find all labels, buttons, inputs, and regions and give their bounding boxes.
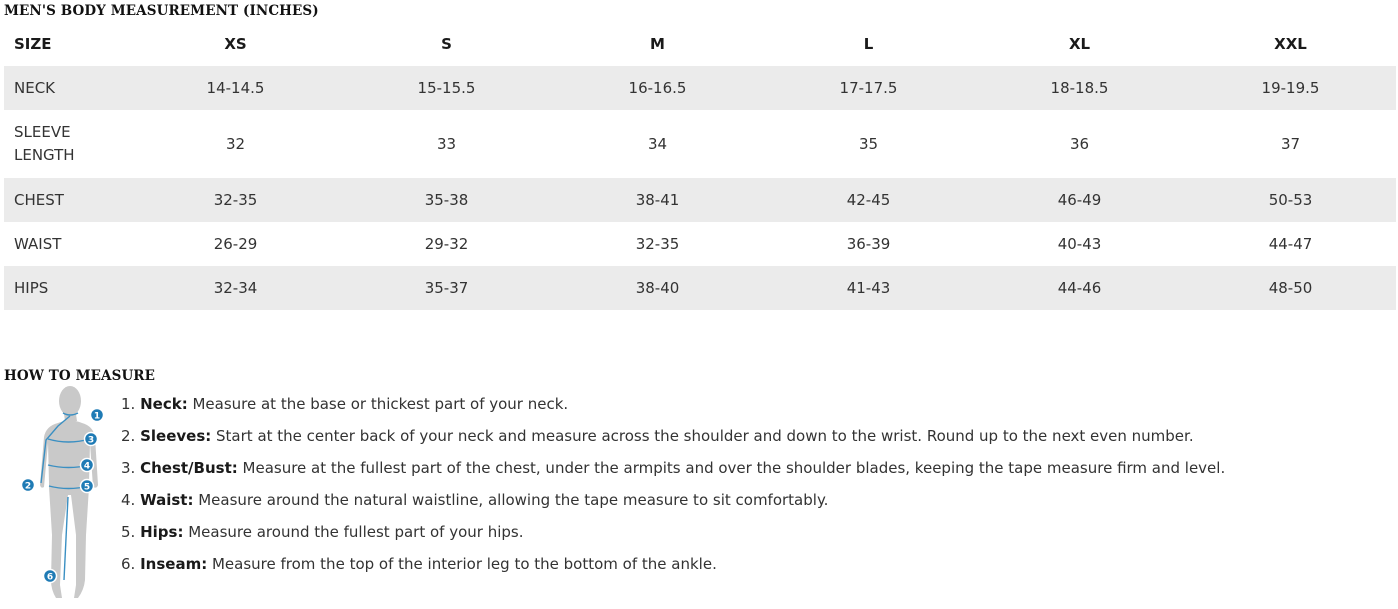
table-cell: 15-15.5 bbox=[417, 79, 476, 97]
table-cell: 38-40 bbox=[635, 279, 680, 297]
svg-text:2: 2 bbox=[24, 481, 32, 492]
step-term: Chest/Bust: bbox=[140, 459, 238, 477]
marker-5-icon bbox=[81, 480, 94, 493]
marker-2-icon bbox=[22, 479, 35, 492]
table-cell: 35-38 bbox=[424, 191, 469, 209]
step-hips bbox=[121, 520, 1225, 552]
row-label: WAIST bbox=[14, 235, 62, 253]
table-cell: 17-17.5 bbox=[839, 79, 898, 97]
body-figure-illustration bbox=[18, 385, 108, 607]
table-cell: 35 bbox=[858, 135, 879, 153]
header-cell-size: SIZE bbox=[14, 35, 52, 53]
svg-text:3: 3 bbox=[87, 435, 95, 446]
table-cell: 33 bbox=[436, 135, 457, 153]
how-to-measure-title: HOW TO MEASURE bbox=[4, 368, 156, 384]
step-term: Waist: bbox=[140, 491, 194, 509]
table-cell: 32-35 bbox=[213, 191, 258, 209]
row-label: HIPS bbox=[14, 279, 49, 297]
step-number: 4. bbox=[121, 491, 141, 509]
header-cell-m: M bbox=[650, 35, 665, 53]
table-cell: 18-18.5 bbox=[1050, 79, 1109, 97]
marker-6-icon bbox=[44, 570, 57, 583]
table-cell: 36-39 bbox=[846, 235, 891, 253]
table-cell: 41-43 bbox=[846, 279, 891, 297]
table-row-neck bbox=[4, 66, 1396, 110]
table-cell: 36 bbox=[1069, 135, 1090, 153]
table-row-waist bbox=[4, 222, 1396, 266]
table-cell: 34 bbox=[647, 135, 668, 153]
step-text: Measure from the top of the interior leg to the bottom of the ankle. bbox=[207, 555, 717, 573]
table-cell: 14-14.5 bbox=[206, 79, 265, 97]
table-row-chest bbox=[4, 178, 1396, 222]
table-cell: 16-16.5 bbox=[628, 79, 687, 97]
table-cell: 38-41 bbox=[635, 191, 680, 209]
svg-text:1: 1 bbox=[93, 411, 101, 422]
table-row-sleeve-length bbox=[4, 110, 1396, 178]
step-number: 3. bbox=[121, 459, 141, 477]
marker-4-icon bbox=[81, 459, 94, 472]
step-sleeves bbox=[121, 424, 1225, 456]
table-cell: 37 bbox=[1280, 135, 1301, 153]
step-number: 5. bbox=[121, 523, 141, 541]
size-table bbox=[4, 22, 1396, 310]
header-cell-xxl: XXL bbox=[1274, 35, 1307, 53]
step-waist bbox=[121, 488, 1225, 520]
step-text: Measure around the natural waistline, allowing the tape measure to sit comfortably. bbox=[193, 491, 829, 509]
row-label: SLEEVE LENGTH bbox=[14, 123, 75, 164]
table-cell: 35-37 bbox=[424, 279, 469, 297]
svg-text:6: 6 bbox=[46, 572, 54, 583]
step-term: Hips: bbox=[140, 523, 184, 541]
table-title: MEN'S BODY MEASUREMENT (INCHES) bbox=[4, 3, 319, 19]
svg-text:5: 5 bbox=[83, 482, 91, 493]
step-text: Measure at the base or thickest part of your neck. bbox=[187, 395, 569, 413]
header-row bbox=[4, 22, 1396, 66]
table-cell: 44-47 bbox=[1268, 235, 1313, 253]
step-term: Sleeves: bbox=[140, 427, 212, 445]
table-cell: 40-43 bbox=[1057, 235, 1102, 253]
step-number: 6. bbox=[121, 555, 141, 573]
table-cell: 26-29 bbox=[213, 235, 258, 253]
row-label-cell bbox=[4, 110, 130, 178]
row-label: NECK bbox=[14, 79, 56, 97]
svg-text:4: 4 bbox=[83, 461, 91, 472]
step-number: 1. bbox=[121, 395, 141, 413]
step-inseam bbox=[121, 552, 1225, 584]
marker-3-icon bbox=[85, 433, 98, 446]
step-text: Start at the center back of your neck and measure across the shoulder and down to the wrist. Round up to the next even number. bbox=[211, 427, 1194, 445]
step-text: Measure at the fullest part of the chest, under the armpits and over the shoulder blades, keeping the tape measure firm and level. bbox=[237, 459, 1226, 477]
table-cell: 32-34 bbox=[213, 279, 258, 297]
step-chest-bust bbox=[121, 456, 1225, 488]
header-cell-xs: XS bbox=[224, 35, 247, 53]
table-cell: 44-46 bbox=[1057, 279, 1102, 297]
header-cell-l: L bbox=[863, 35, 874, 53]
table-cell: 32-35 bbox=[635, 235, 680, 253]
step-term: Inseam: bbox=[140, 555, 208, 573]
table-cell: 19-19.5 bbox=[1261, 79, 1320, 97]
step-term: Neck: bbox=[140, 395, 188, 413]
table-cell: 46-49 bbox=[1057, 191, 1102, 209]
row-label: CHEST bbox=[14, 191, 64, 209]
step-neck bbox=[121, 392, 1225, 424]
table-cell: 32 bbox=[225, 135, 246, 153]
table-cell: 29-32 bbox=[424, 235, 469, 253]
step-number: 2. bbox=[121, 427, 141, 445]
step-text: Measure around the fullest part of your hips. bbox=[183, 523, 524, 541]
table-row-hips bbox=[4, 266, 1396, 310]
header-cell-s: S bbox=[441, 35, 452, 53]
table-cell: 42-45 bbox=[846, 191, 891, 209]
marker-1-icon bbox=[91, 409, 104, 422]
header-cell-xl: XL bbox=[1068, 35, 1091, 53]
table-cell: 50-53 bbox=[1268, 191, 1313, 209]
table-cell: 48-50 bbox=[1268, 279, 1313, 297]
measure-steps-list bbox=[121, 392, 1225, 584]
